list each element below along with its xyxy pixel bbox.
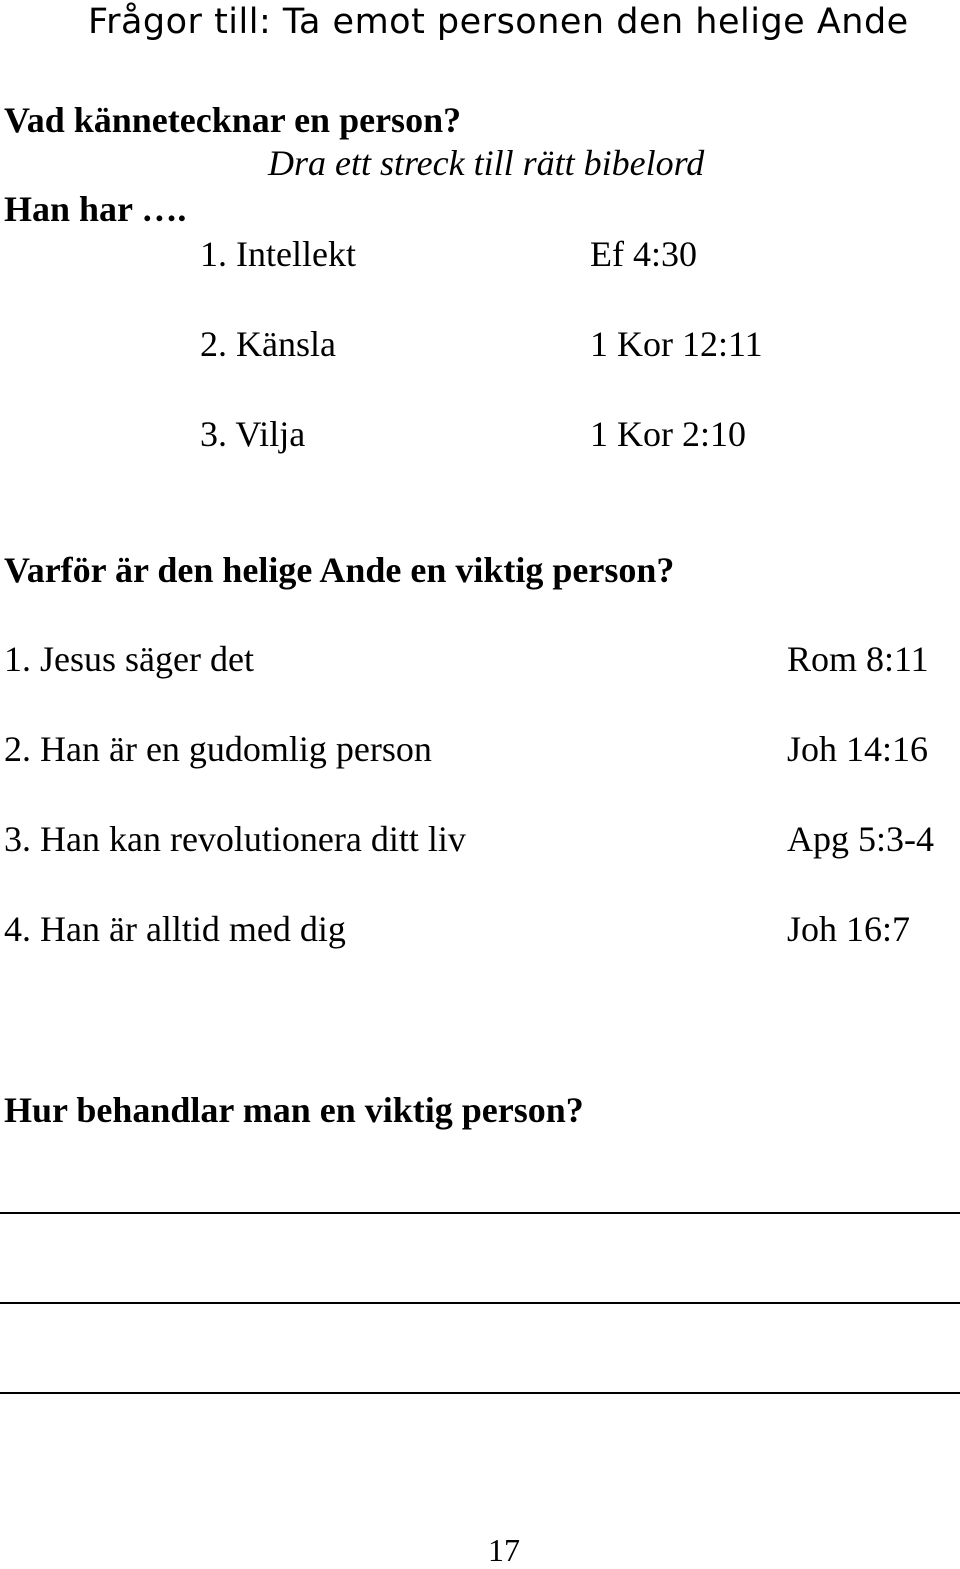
- lead-text: Han har ….: [4, 189, 187, 229]
- list-item-label: 1. Jesus säger det: [4, 639, 254, 679]
- list-item-label: 3. Vilja: [200, 414, 306, 454]
- page-title: Frågor till: Ta emot personen den helige Ande: [88, 2, 909, 42]
- list-item-ref: Joh 14:16: [787, 729, 929, 769]
- list-item-ref: Joh 16:7: [787, 909, 911, 949]
- answer-line[interactable]: [0, 1392, 960, 1394]
- list-item-label: 2. Känsla: [200, 324, 336, 364]
- question-3: Hur behandlar man en viktig person?: [4, 1090, 584, 1130]
- list-item-ref: 1 Kor 12:11: [590, 324, 763, 364]
- answer-line[interactable]: [0, 1212, 960, 1214]
- question-1: Vad kännetecknar en person?: [4, 100, 462, 140]
- question-2: Varför är den helige Ande en viktig person?: [4, 550, 675, 590]
- list-item-ref: Apg 5:3-4: [787, 819, 934, 859]
- answer-line[interactable]: [0, 1302, 960, 1304]
- list-item-label: 3. Han kan revolutionera ditt liv: [4, 819, 466, 859]
- list-item-label: 4. Han är alltid med dig: [4, 909, 346, 949]
- page-number: 17: [488, 1532, 520, 1568]
- list-item-label: 2. Han är en gudomlig person: [4, 729, 432, 769]
- instruction-text: Dra ett streck till rätt bibelord: [268, 143, 705, 183]
- list-item-ref: Rom 8:11: [787, 639, 929, 679]
- list-item-ref: 1 Kor 2:10: [590, 414, 746, 454]
- list-item-label: 1. Intellekt: [200, 234, 356, 274]
- list-item-ref: Ef 4:30: [590, 234, 697, 274]
